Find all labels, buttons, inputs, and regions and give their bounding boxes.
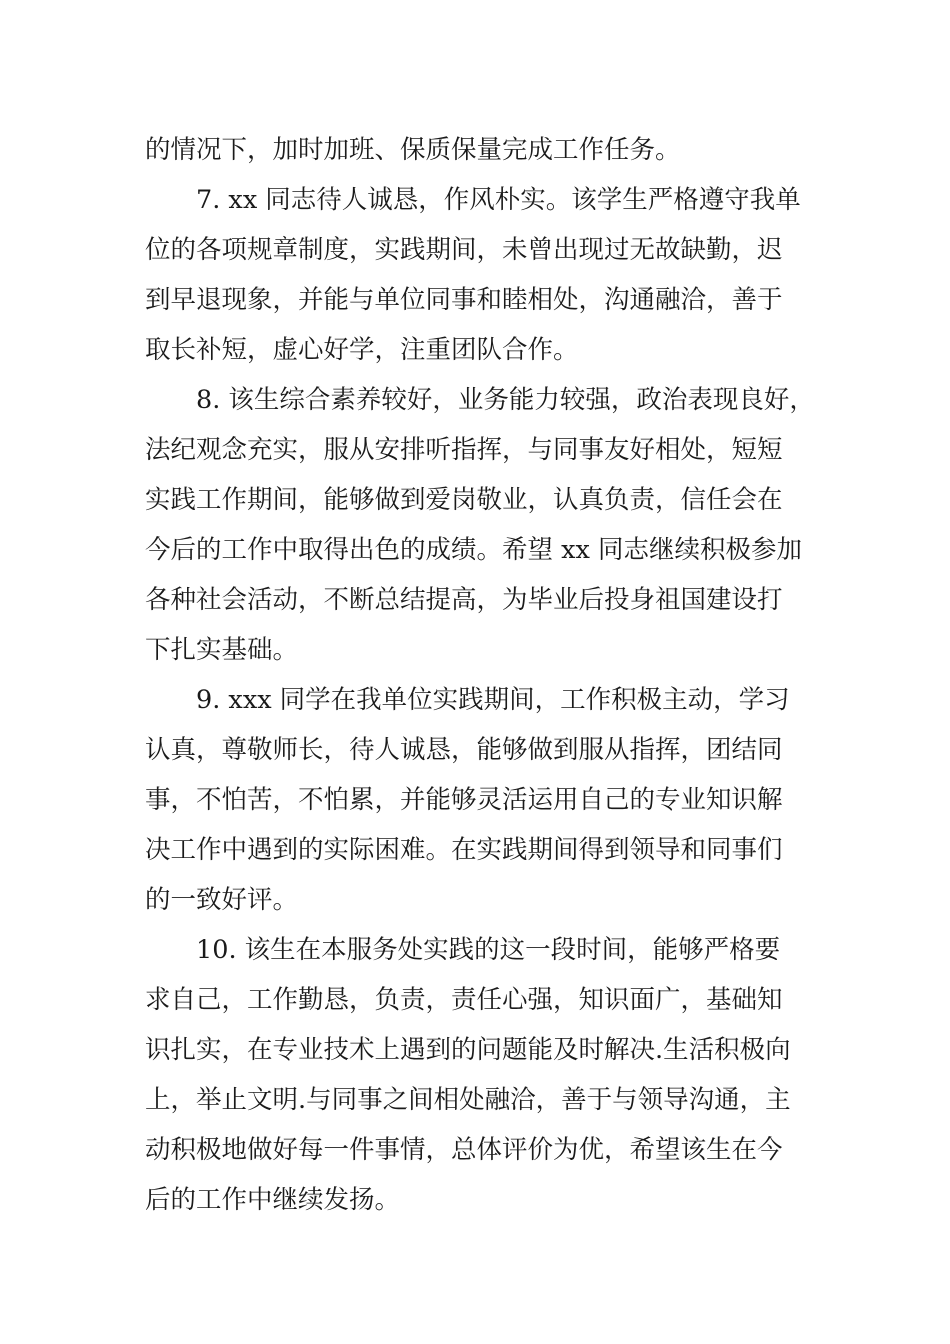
- text-line: 的情况下，加时加班、保质保量完成工作任务。: [145, 135, 681, 165]
- text-line: 实践工作期间，能够做到爱岗敬业，认真负责，信任会在: [145, 485, 783, 515]
- text-line: 法纪观念充实，服从安排听指挥，与同事友好相处，短短: [145, 435, 783, 465]
- text-line: 今后的工作中取得出色的成绩。希望 xx 同志继续积极参加: [145, 535, 802, 565]
- text-line: 动积极地做好每一件事情，总体评价为优，希望该生在今: [145, 1135, 783, 1165]
- list-item-7-line: 7. xx 同志待人诚恳，作风朴实。该学生严格遵守我单: [196, 185, 801, 215]
- text-line: 下扎实基础。: [145, 635, 299, 665]
- list-item-9-line: 9. xxx 同学在我单位实践期间，工作积极主动，学习: [196, 685, 790, 715]
- list-item-10-line: 10. 该生在本服务处实践的这一段时间，能够严格要: [196, 935, 781, 965]
- text-line: 位的各项规章制度，实践期间，未曾出现过无故缺勤，迟: [145, 235, 783, 265]
- text-line: 识扎实，在专业技术上遇到的问题能及时解决.生活积极向: [145, 1035, 791, 1065]
- text-line: 事，不怕苦，不怕累，并能够灵活运用自己的专业知识解: [145, 785, 783, 815]
- list-item-8-line: 8. 该生综合素养较好，业务能力较强，政治表现良好，: [196, 385, 815, 415]
- text-line: 取长补短，虚心好学，注重团队合作。: [145, 335, 579, 365]
- text-line: 各种社会活动，不断总结提高，为毕业后投身祖国建设打: [145, 585, 783, 615]
- text-line: 求自己，工作勤恳，负责，责任心强，知识面广，基础知: [145, 985, 783, 1015]
- text-line: 上，举止文明.与同事之间相处融洽，善于与领导沟通，主: [145, 1085, 791, 1115]
- text-line: 认真，尊敬师长，待人诚恳，能够做到服从指挥，团结同: [145, 735, 783, 765]
- text-line: 的一致好评。: [145, 885, 299, 915]
- text-line: 到早退现象，并能与单位同事和睦相处，沟通融洽，善于: [145, 285, 783, 315]
- text-line: 决工作中遇到的实际困难。在实践期间得到领导和同事们: [145, 835, 783, 865]
- text-line: 后的工作中继续发扬。: [145, 1185, 401, 1215]
